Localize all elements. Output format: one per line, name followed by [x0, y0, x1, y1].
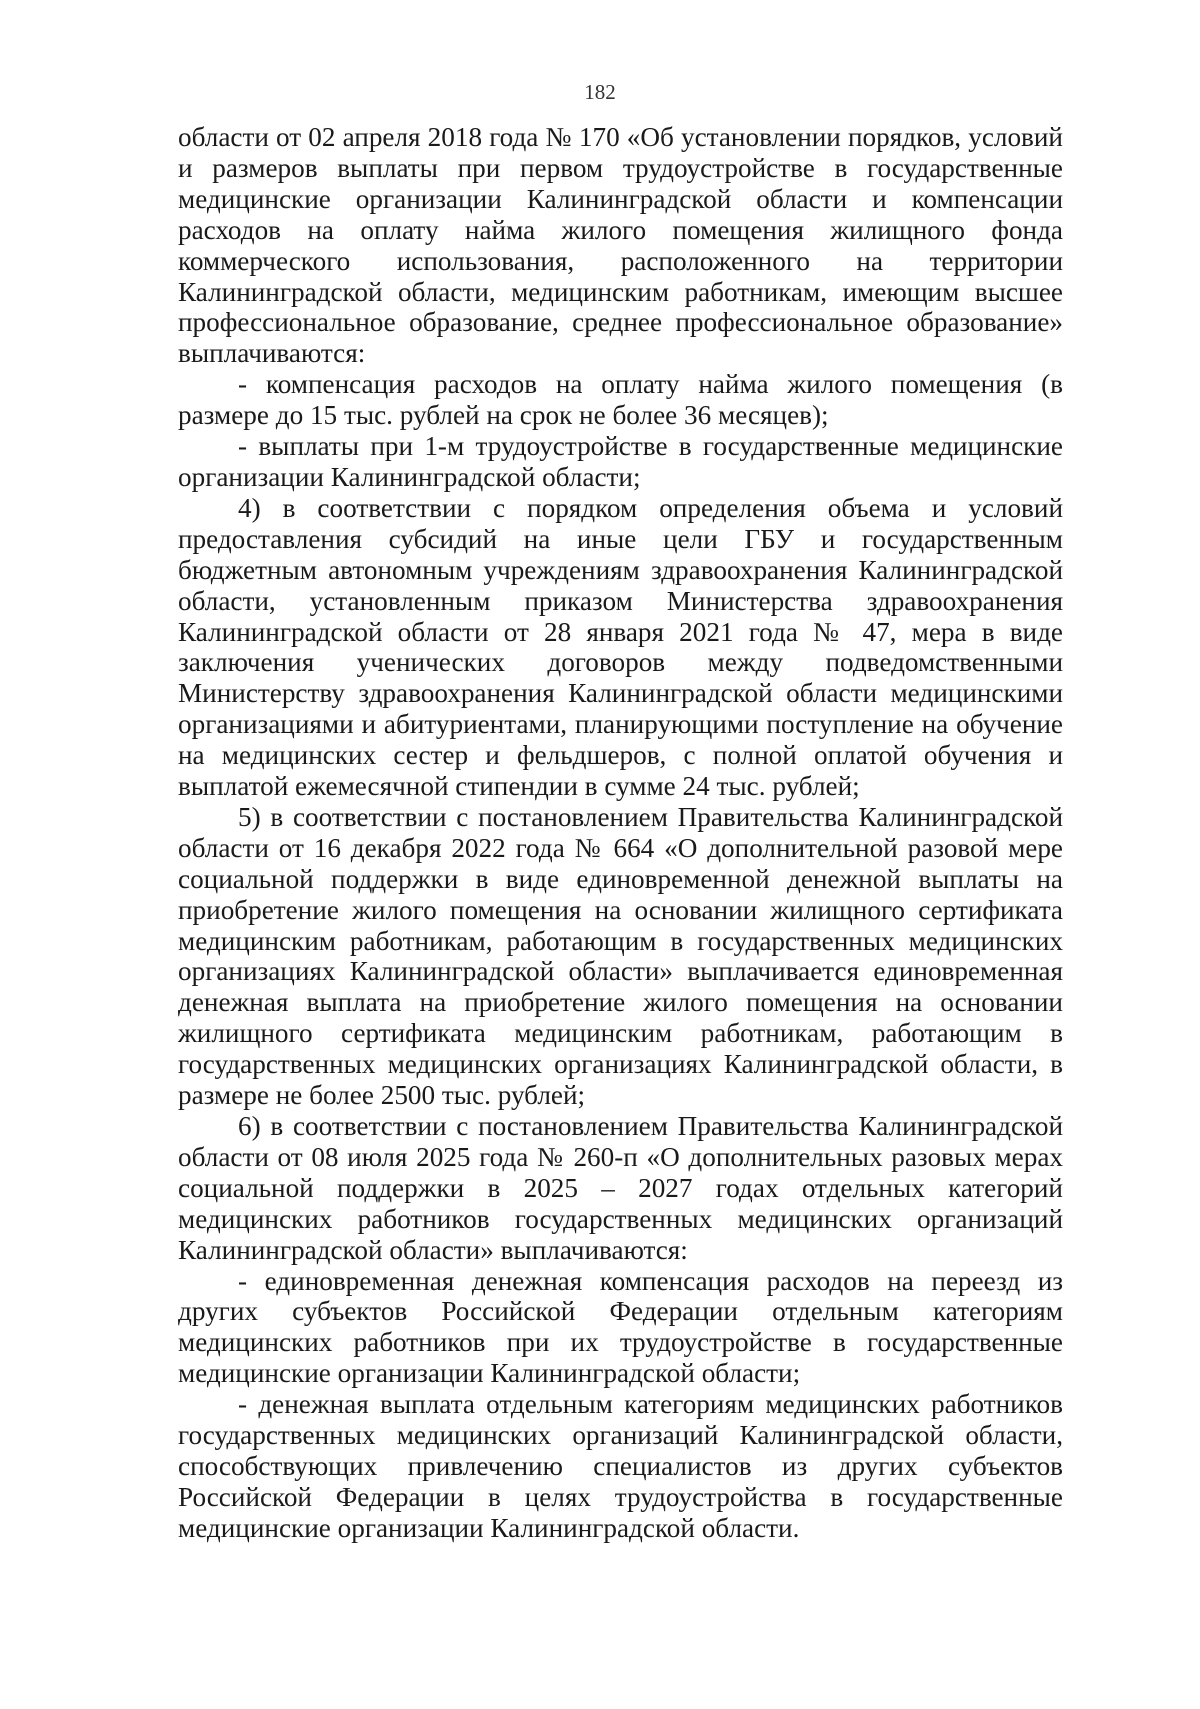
document-body — [178, 122, 1063, 1544]
paragraph-item-5: 5) в соответствии с постановлением Правительства Калининградской области от 16 декабря 2022 года № 664 «О дополнительной разовой мере социальной поддержки в виде единовременной денежной выплаты на приобретение жилого помещения на основании жилищного сертификата медицинским работникам, работающим в государственных медицинских организациях Калининградской области» выплачивается единовременная денежная выплата на приобретение жилого помещения на основании жилищного сертификата медицинским работникам, работающим в государственных медицинских организациях Калининградской области, в размере не более 2500 тыс. рублей; — [178, 801, 1063, 1111]
paragraph-item-6: 6) в соответствии с постановлением Правительства Калининградской области от 08 июля 2025 года № 260-п «О дополнительных разовых мерах социальной поддержки в 2025 – 2027 годах отдельных категорий медицинских работников государственных медицинских организаций Калининградской области» выплачиваются: — [178, 1111, 1063, 1265]
paragraph-continuation: области от 02 апреля 2018 года № 170 «Об установлении порядков, условий и размеров выплаты при первом трудоустройстве в государственные медицинские организации Калининградской области и компенсации расходов на оплату найма жилого помещения жилищного фонда коммерческого использования, расположенного на территории Калининградской области, медицинским работникам, имеющим высшее профессиональное образование, среднее профессиональное образование» выплачиваются: — [178, 122, 1063, 369]
paragraph-item-4: 4) в соответствии с порядком определения объема и условий предоставления субсидий на иные цели ГБУ и государственным бюджетным автономным учреждениям здравоохранения Калининградской области, установленным приказом Министерства здравоохранения Калининградской области от 28 января 2021 года № 47, мера в виде заключения ученических договоров между подведомственными Министерству здравоохранения Калининградской области медицинскими организациями и абитуриентами, планирующими поступление на обучение на медицинских сестер и фельдшеров, с полной оплатой обучения и выплатой ежемесячной стипендии в сумме 24 тыс. рублей; — [178, 492, 1063, 802]
list-item-recruitment-payment: - денежная выплата отдельным категориям медицинских работников государственных медицинских организаций Калининградской области, способствующих привлечению специалистов из других субъектов Российской Федерации в целях трудоустройства в государственные медицинские организации Калининградской области. — [178, 1389, 1063, 1543]
page-number: 182 — [584, 80, 616, 104]
list-item-relocation-compensation: - единовременная денежная компенсация расходов на переезд из других субъектов Российской Федерации отдельным категориям медицинских работников при их трудоустройстве в государственные медицинские организации Калининградской области; — [178, 1265, 1063, 1389]
list-item-rent-compensation: - компенсация расходов на оплату найма жилого помещения (в размере до 15 тыс. рублей на срок не более 36 месяцев); — [178, 369, 1063, 431]
list-item-first-employment-payment: - выплаты при 1-м трудоустройстве в государственные медицинские организации Калининградской области; — [178, 431, 1063, 492]
